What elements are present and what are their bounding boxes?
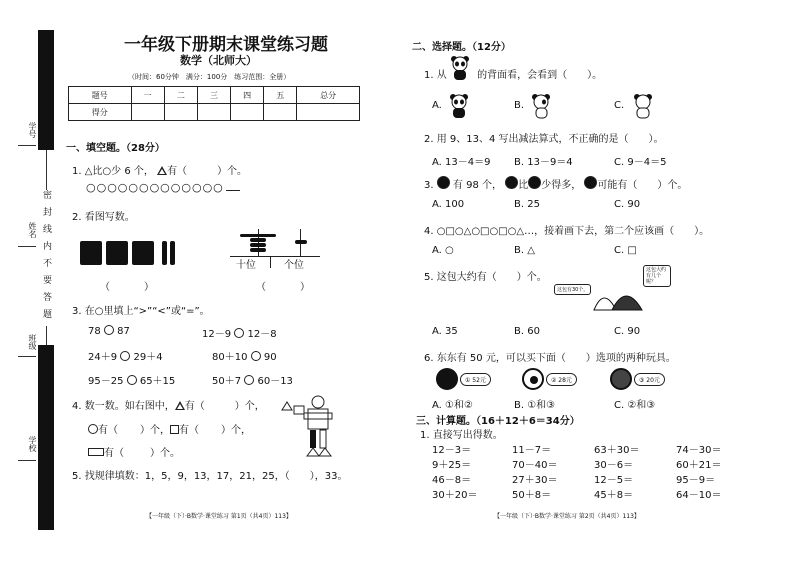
q-text: ）个，	[234, 401, 265, 412]
calc-item[interactable]: 50＋8＝	[512, 490, 552, 501]
margin-label-id: 学号	[28, 122, 37, 138]
score-input-cell[interactable]	[197, 104, 230, 121]
section3-q1-title: 1. 直接写出得数。	[420, 430, 503, 441]
calc-item[interactable]: 45＋8＝	[594, 490, 634, 501]
ball-toy-icon	[436, 368, 458, 390]
q-text: △比○少 6 个，	[84, 166, 154, 177]
s2-q3-option-a[interactable]: A. 100	[432, 199, 465, 210]
expr: 24＋9	[88, 352, 118, 363]
compare-circle[interactable]	[244, 375, 254, 385]
score-input-cell[interactable]	[297, 104, 360, 121]
score-table-header-row	[69, 87, 360, 104]
q-number: 5.	[72, 471, 82, 482]
s2-q1-option-b[interactable]: B.	[514, 100, 525, 111]
q-text: 看图写数。	[84, 212, 135, 223]
q-text: 数一数。如右图中，	[84, 401, 175, 412]
s2-q6	[424, 349, 676, 364]
robot-leg	[310, 430, 316, 448]
place-ones-label: 个位	[284, 260, 304, 271]
s1-q1	[72, 162, 247, 177]
page-subtitle: 数学（北师大）	[180, 54, 257, 67]
compare-item	[88, 325, 130, 337]
price-tag: ② 28元	[546, 373, 577, 386]
robot-leg	[320, 430, 326, 448]
s2-q4-option-b[interactable]: B. △	[514, 245, 535, 256]
calc-item[interactable]: 9＋25＝	[432, 460, 472, 471]
expr: 87	[117, 326, 130, 337]
q-number: 4.	[72, 401, 82, 412]
section3-title: 三、计算题。（16＋12＋6＝34分）	[416, 416, 580, 427]
expr: 80＋10	[212, 352, 248, 363]
q-text: ）个，	[221, 425, 251, 436]
calc-item[interactable]: 95－9＝	[676, 475, 716, 486]
expr: 60－13	[257, 376, 293, 387]
abacus-bead	[240, 234, 276, 237]
answer-paren[interactable]	[256, 278, 310, 293]
score-cell: 一	[131, 87, 164, 104]
s2-q1-option-c[interactable]: C.	[614, 100, 625, 111]
q-text: 有（	[184, 401, 205, 412]
s2-q4-option-a[interactable]: A. ○	[432, 245, 454, 256]
ten-stick-icon	[170, 241, 175, 265]
orange-icon	[584, 176, 597, 189]
q-text: 从	[436, 70, 447, 81]
panda-view-a-icon	[448, 92, 470, 120]
section1-title: 一、填空题。（28分）	[66, 143, 165, 154]
margin-seal-text: 密封线内不要答题	[41, 190, 51, 326]
square-shape-icon	[170, 425, 179, 434]
q-number: 1.	[424, 70, 434, 81]
compare-circle[interactable]	[104, 325, 114, 335]
triangle-icon	[157, 166, 167, 175]
expr: 50＋7	[212, 376, 242, 387]
compare-item	[212, 348, 277, 363]
score-table-score-row	[69, 104, 360, 121]
s2-q4-option-c[interactable]: C. □	[614, 245, 637, 256]
q-text: 东东有 50 元，可以买下面（ ）选项的两种玩具。	[436, 353, 676, 364]
compare-circle[interactable]	[120, 351, 130, 361]
panda-view-b-icon	[530, 92, 552, 120]
section2-title: 二、选择题。（12分）	[412, 42, 511, 53]
paren: （	[100, 282, 110, 293]
calc-item[interactable]: 12－3＝	[432, 445, 472, 456]
basketball-icon	[610, 368, 632, 390]
s1-q5	[72, 467, 347, 482]
footer-right: 【一年级（下）·B数学·课堂练习 第2页（共4页）113】	[494, 513, 640, 520]
robot-triangle	[282, 402, 292, 410]
paren: ）	[300, 282, 310, 293]
abacus-bead	[295, 240, 307, 244]
calc-item[interactable]: 46－8＝	[432, 475, 472, 486]
s1-q4-line2	[88, 421, 251, 436]
calc-item[interactable]: 12－5＝	[594, 475, 634, 486]
bag-large	[612, 296, 642, 310]
hundred-block-icon	[106, 241, 128, 265]
compare-item	[212, 372, 293, 387]
robot-foot	[307, 448, 319, 456]
q-number: 4.	[424, 226, 434, 237]
s2-q2	[424, 130, 664, 145]
calc-item[interactable]: 30－6＝	[594, 460, 634, 471]
s2-q3-option-b[interactable]: B. 25	[514, 199, 540, 210]
score-cell: 五	[264, 87, 297, 104]
compare-item	[202, 325, 277, 340]
place-tens-label: 十位	[236, 260, 256, 271]
paren: ）	[144, 282, 154, 293]
abacus-bead	[250, 238, 266, 242]
price-tag: ③ 20元	[634, 373, 665, 386]
candy-bags-icon	[592, 280, 644, 314]
margin-black-bar-top	[38, 30, 54, 150]
hundred-block-icon	[132, 241, 154, 265]
q-text: ）个。	[217, 166, 248, 177]
abacus-divider	[270, 256, 271, 268]
s1-q2	[72, 208, 135, 223]
margin-label-class: 班级	[28, 334, 37, 350]
s2-q6-option-b[interactable]: B. ①和③	[514, 400, 556, 411]
panda-view-c-icon	[632, 92, 654, 120]
price-tag: ① 52元	[460, 373, 491, 386]
hundred-block-icon	[80, 241, 102, 265]
margin-line-id	[18, 145, 36, 146]
compare-circle[interactable]	[251, 351, 261, 361]
q-number: 1.	[72, 166, 82, 177]
expr: 12－9	[202, 329, 232, 340]
calc-item[interactable]: 11－7＝	[512, 445, 552, 456]
s2-q2-option-b[interactable]: B. 13－9＝4	[514, 157, 573, 168]
score-cell: 总分	[297, 87, 360, 104]
apple-icon	[528, 176, 541, 189]
q-text: 这包大约有（ ）个。	[436, 272, 547, 283]
expr: 90	[263, 352, 277, 363]
score-input-cell[interactable]	[264, 104, 297, 121]
s1-q4-line1	[72, 397, 265, 412]
robot-figure-icon	[280, 390, 340, 458]
s2-q4	[424, 222, 709, 237]
compare-circle[interactable]	[127, 375, 137, 385]
triangle-icon	[175, 401, 185, 410]
score-cell: 二	[164, 87, 197, 104]
q-text: 有（	[98, 425, 118, 436]
s1-q4-line3	[88, 444, 180, 459]
expr: 12－8	[247, 329, 277, 340]
margin-line-name	[18, 246, 36, 247]
ten-stick-icon	[162, 241, 167, 265]
q-text: 找规律填数：1，5，9，13，17，21，25，（ ），33。	[84, 471, 348, 482]
calc-item[interactable]: 74－30＝	[676, 445, 722, 456]
s2-q1-option-a[interactable]: A.	[432, 100, 442, 111]
q-text: 在○里填上“>”“<”或“=”。	[84, 306, 210, 317]
q-number: 5.	[424, 272, 434, 283]
score-cell: 得分	[69, 104, 132, 121]
s2-q5-option-a[interactable]: A. 35	[432, 326, 458, 337]
calc-item[interactable]: 70－40＝	[512, 460, 558, 471]
s2-q3-option-c[interactable]: C. 90	[614, 199, 641, 210]
margin-label-name: 姓名	[28, 222, 37, 238]
q-number: 3.	[424, 180, 434, 191]
q-text: 有（	[104, 448, 124, 459]
soccer-ball-icon	[522, 368, 544, 390]
blank-line	[226, 190, 240, 191]
calc-item[interactable]: 30＋20＝	[432, 490, 478, 501]
q-text: 少得多，	[541, 180, 582, 191]
q-number: 3.	[72, 306, 82, 317]
footer-left: 【一年级（下）·B数学·课堂练习 第1页（共4页）113】	[146, 513, 292, 520]
circle-row: ○○○○○○○○○○○○○	[86, 181, 224, 194]
score-table	[68, 86, 360, 121]
s2-q2-option-a[interactable]: A. 13－4＝9	[432, 157, 491, 168]
s1-q3	[72, 302, 210, 317]
panda-front-icon	[449, 54, 471, 82]
q-number: 2.	[424, 134, 434, 145]
paren: （	[256, 282, 266, 293]
s2-q5-option-b[interactable]: B. 60	[514, 326, 540, 337]
margin-line-school	[18, 460, 36, 461]
circle-shape-icon	[88, 424, 98, 434]
orange-icon	[505, 176, 518, 189]
robot-head	[312, 396, 324, 408]
q-number: 2.	[72, 212, 82, 223]
rectangle-shape-icon	[88, 448, 104, 456]
expr: 78	[88, 326, 101, 337]
calc-item[interactable]: 64－10＝	[676, 490, 722, 501]
s2-q5	[424, 268, 547, 283]
score-cell: 四	[231, 87, 264, 104]
calc-item[interactable]: 27＋30＝	[512, 475, 558, 486]
score-cell: 题号	[69, 87, 132, 104]
compare-item	[88, 372, 175, 387]
robot-square	[294, 406, 304, 414]
q-text: ）个。	[150, 448, 180, 459]
compare-item	[88, 348, 163, 363]
apple-icon	[437, 176, 450, 189]
compare-circle[interactable]	[234, 328, 244, 338]
abacus-bead	[250, 243, 266, 247]
q-text: 比	[518, 180, 529, 191]
q-text: 有（	[167, 166, 188, 177]
score-cell: 三	[197, 87, 230, 104]
s2-q2-option-c[interactable]: C. 9－4＝5	[614, 157, 667, 168]
margin-label-school: 学校	[28, 436, 37, 452]
page-title: 一年级下册期末课堂练习题	[124, 35, 328, 55]
robot-foot	[319, 448, 331, 456]
q-text: 用 9、13、4 写出减法算式，不正确的是（ ）。	[436, 134, 664, 145]
margin-line-class	[18, 356, 36, 357]
q-number: 6.	[424, 353, 434, 364]
score-input-cell[interactable]	[231, 104, 264, 121]
calc-item[interactable]: 63＋30＝	[594, 445, 640, 456]
expr: 95－25	[88, 376, 124, 387]
speech-bubble: 这包大约有几个呢？	[643, 265, 671, 287]
s2-q5-option-c[interactable]: C. 90	[614, 326, 641, 337]
calc-item[interactable]: 60＋21＝	[676, 460, 722, 471]
q-text: ○□○△○□○□○△…，接着画下去，第二个应该画（ ）。	[436, 226, 710, 237]
s2-q6-option-c[interactable]: C. ②和③	[614, 400, 656, 411]
q-text: 可能有（ ）个。	[597, 180, 688, 191]
expr: 65＋15	[139, 376, 176, 387]
margin-black-bar-bottom	[38, 345, 54, 530]
score-input-cell[interactable]	[131, 104, 164, 121]
score-input-cell[interactable]	[164, 104, 197, 121]
q-text: 有（	[179, 425, 199, 436]
exam-meta: （时间：60分钟 满分：100分 练习范围：全册）	[128, 73, 291, 81]
s2-q6-option-a[interactable]: A. ①和②	[432, 400, 473, 411]
q-text: 的背面看，会看到（ ）。	[477, 70, 603, 81]
q-text: ）个，	[140, 425, 170, 436]
s2-q3	[424, 176, 687, 191]
speech-bubble: 这包有30个。	[554, 284, 591, 295]
answer-paren[interactable]	[100, 278, 154, 293]
expr: 29＋4	[133, 352, 163, 363]
q-text: 有 98 个，	[452, 180, 503, 191]
abacus-bead	[250, 248, 266, 252]
